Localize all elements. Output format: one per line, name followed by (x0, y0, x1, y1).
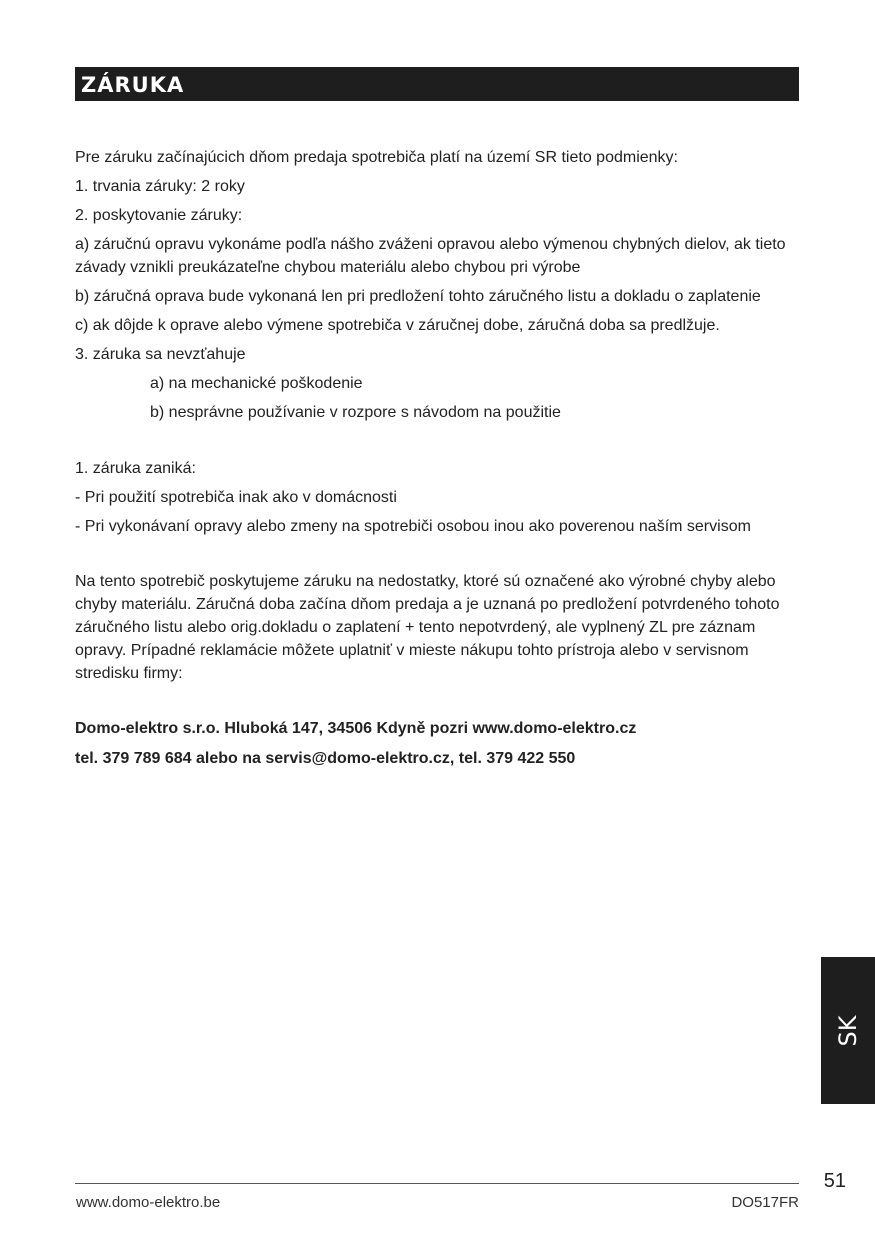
section-header-bar (75, 67, 799, 101)
language-tab (821, 957, 875, 1104)
exclusion-a: a) na mechanické poškodenie (150, 375, 363, 392)
footer-model: DO517FR (731, 1194, 799, 1211)
footer-divider (75, 1183, 799, 1184)
condition-duration: 1. trvania záruky: 2 roky (75, 178, 245, 195)
condition-provision: 2. poskytovanie záruky: (75, 207, 243, 224)
spacer (75, 430, 799, 457)
section-title: ZÁRUKA (81, 73, 185, 97)
expiry-item: - Pri použití spotrebiča inak ako v domácnosti (75, 489, 397, 506)
condition-exclusions: 3. záruka sa nevzťahuje (75, 346, 246, 363)
expiry-item: - Pri vykonávaní opravy alebo zmeny na spotrebiči osobou inou ako poverenou naším servisom (75, 518, 751, 535)
warranty-content (75, 146, 799, 777)
contact-address: Domo-elektro s.r.o. Hluboká 147, 34506 Kdyně pozri www.domo-elektro.cz (75, 720, 637, 737)
condition-provision-a: a) záručnú opravu vykonáme podľa nášho zváženi opravou alebo výmenou chybných dielov, ak tieto závady vznikli preukázateľne chybou materiálu alebo chybou pri výrobe (75, 236, 786, 276)
condition-provision-c: c) ak dôjde k oprave alebo výmene spotrebiča v záručnej dobe, záručná doba sa predlžuje. (75, 317, 720, 334)
language-tab-label: SK (834, 1015, 862, 1046)
page-number: 51 (823, 1170, 846, 1192)
spacer (75, 691, 799, 717)
footer-website: www.domo-elektro.be (76, 1194, 221, 1211)
spacer (75, 544, 799, 570)
exclusion-b: b) nesprávne používanie v rozpore s návodom na použitie (150, 404, 561, 421)
condition-provision-b: b) záručná oprava bude vykonaná len pri predložení tohto záručného listu a dokladu o zaplatenie (75, 288, 761, 305)
warranty-paragraph: Na tento spotrebič poskytujeme záruku na nedostatky, ktoré sú označené ako výrobné chyby alebo chyby materiálu. Záručná doba začína dňom predaja a je uznaná po predložení potvrdeného tohoto záručného listu alebo orig.dokladu o zaplatení + tento nepotvrdený, ale vyplnený ZL pre záznam opravy. Prípadné reklamácie môžete uplatniť v mieste nákupu tohto prístroja alebo v servisnom stredisku firmy: (75, 573, 780, 682)
contact-phone: tel. 379 789 684 alebo na servis@domo-elektro.cz, tel. 379 422 550 (75, 750, 576, 767)
intro-text: Pre záruku začínajúcich dňom predaja spotrebiča platí na území SR tieto podmienky: (75, 149, 678, 166)
expiry-title: 1. záruka zaniká: (75, 460, 196, 477)
